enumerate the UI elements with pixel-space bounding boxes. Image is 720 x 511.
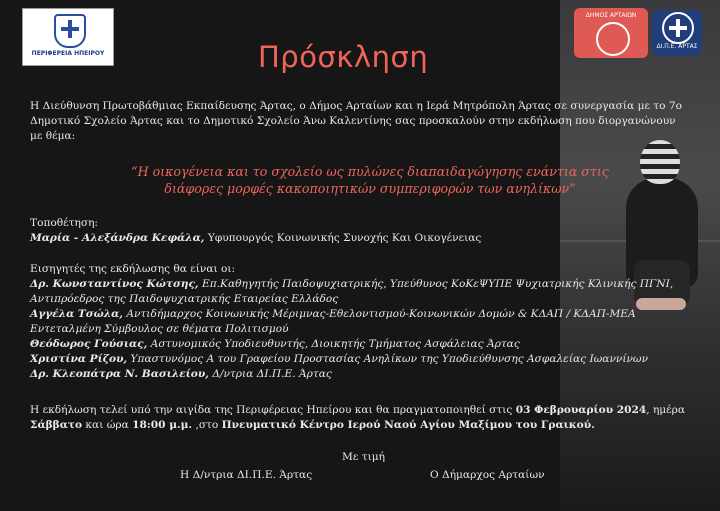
speaker-name: Χριστίνα Ρίζου,: [30, 353, 128, 365]
speaker-role: Επ.Καθηγητής Παιδοψυχιατρικής, Υπεύθυνος ΚοΚεΨΥΠΕ Ψυχιατρικής Κλινικής ΠΓΝΙ, Αντιπρόεδρος της Παιδοψυχιατρικής Εταιρείας Ελλάδος: [30, 278, 674, 305]
placement-name: Μαρία - Αλεξάνδρα Κεφάλα,: [30, 232, 205, 244]
region-epirus-logo: [22, 8, 114, 66]
speaker-name: Θεόδωρος Γούσιας,: [30, 338, 148, 350]
speaker-item: [30, 337, 695, 352]
region-logo-text: ΠΕΡΙΦΕΡΕΙΑ ΗΠΕΙΡΟΥ: [31, 50, 105, 57]
speaker-item: [30, 352, 695, 367]
event-theme-quote: “Η οικογένεια και το σχολείο ως πυλώνες διαπαιδαγώγησης ενάντια στις διάφορες μορφές κακοποιητικών συμπεριφορών των ανηλίκων”: [131, 164, 609, 196]
regards-text: Με τιμή: [342, 451, 385, 463]
speaker-item: [30, 307, 695, 337]
placement-line: [30, 231, 695, 246]
event-text-4: ,στο: [192, 419, 222, 431]
speaker-name: Αγγέλα Τσώλα,: [30, 308, 123, 320]
event-time: 18:00 μ.μ.: [132, 419, 193, 431]
speaker-name: Δρ. Κλεοπάτρα Ν. Βασιλείου,: [30, 368, 209, 380]
speaker-item: [30, 277, 695, 307]
municipality-arta-logo: [574, 8, 648, 58]
municipality-logo-text: ΔΗΜΟΣ ΑΡΤΑΙΩΝ: [585, 12, 637, 19]
municipality-emblem-icon: [596, 22, 630, 56]
speaker-role: Υπαστυνόμος Α του Γραφείου Προστασίας Ανηλίκων της Υποδιεύθυνσης Ασφαλείας Ιωαννίνων: [127, 353, 649, 365]
dipe-logo-text: ΔΙ.Π.Ε. ΑΡΤΑΣ: [656, 43, 698, 50]
event-date: 03 Φεβρουαρίου 2024: [515, 404, 647, 416]
placement-section: [30, 216, 695, 246]
speakers-section: [30, 262, 695, 382]
event-text-2: , ημέρα: [646, 404, 686, 416]
speaker-item: [30, 367, 695, 382]
speaker-role: Δ/ντρια ΔΙ.Π.Ε. Άρτας: [208, 368, 332, 380]
dipe-arta-logo: [652, 10, 702, 56]
greek-emblem-icon: [54, 14, 86, 48]
speaker-role: Αστυνομικός Υποδιευθυντής, Διοικητής Τμήματος Ασφάλειας Άρτας: [147, 338, 520, 350]
placement-label: Τοποθέτηση:: [30, 217, 99, 229]
right-signature: Ο Δήμαρχος Αρταίων: [430, 469, 545, 481]
speakers-intro: Εισηγητές της εκδήλωσης θα είναι οι:: [30, 263, 236, 275]
intro-paragraph: Η Διεύθυνση Πρωτοβάθμιας Εκπαίδευσης Άρτας, ο Δήμος Αρταίων και η Ιερά Μητρόπολη Άρτας σε συνεργασία με το 7ο Δημοτικό Σχολείο Άρτας και το Δημοτικό Σχολείο Άνω Καλεντίνης σας προσκαλούν στην εκδήλωση που διοργανώνουν με θέμα:: [30, 100, 683, 142]
dipe-emblem-icon: [662, 12, 694, 44]
left-signature: Η Δ/ντρια ΔΙ.Π.Ε. Άρτας: [180, 469, 313, 481]
event-text-3: και ώρα: [82, 419, 133, 431]
event-day: Σάββατο: [30, 419, 83, 431]
background-photo: [560, 0, 720, 511]
speaker-name: Δρ. Κωνσταντίνος Κώτσης,: [30, 278, 199, 290]
event-venue: Πνευματικό Κέντρο Ιερού Ναού Αγίου Μαξίμου του Γραικού.: [221, 419, 595, 431]
speaker-role: Αντιδήμαρχος Κοινωνικής Μέριμνας-Εθελοντισμού-Κοινωνικών Δομών & ΚΔΑΠ / ΚΔΑΠ-ΜΕΑ Εντεταλμένη Σύμβουλος σε θέματα Πολιτισμού: [30, 308, 636, 335]
striped-hat-head: [640, 140, 680, 184]
event-details-paragraph: [30, 403, 690, 433]
placement-role: Υφυπουργός Κοινωνικής Συνοχής Και Οικογένειας: [204, 232, 482, 244]
page-title: Πρόσκληση: [258, 40, 429, 74]
event-text-1: Η εκδήλωση τελεί υπό την αιγίδα της Περιφέρειας Ηπείρου και θα πραγματοποιηθεί στις: [30, 404, 516, 416]
